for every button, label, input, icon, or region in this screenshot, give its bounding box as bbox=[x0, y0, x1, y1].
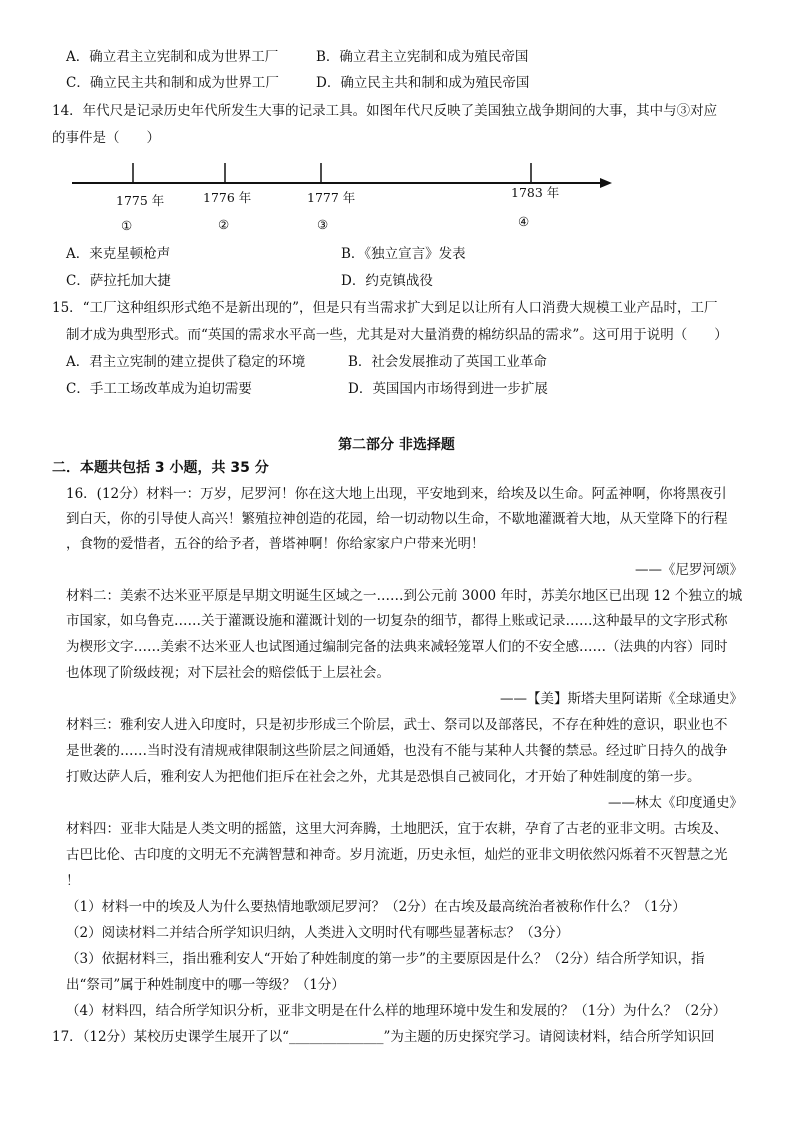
q13-option-a: A．确立君主立宪制和成为世界工厂 bbox=[66, 49, 279, 65]
q15-option-b: B．社会发展推动了英国工业革命 bbox=[348, 354, 547, 370]
q16-material1-line3: ，食物的爱惜者，五谷的给予者，普塔神啊！你给家家户户带来光明！ bbox=[66, 536, 485, 552]
q17-stem-pre: 17．（12分）某校历史课学生展开了以“ bbox=[52, 1029, 290, 1045]
q14-stem-line1: 14．年代尺是记录历史年代所发生大事的记录工具。如图年代尺反映了美国独立战争期间的大事，其中与③对应 bbox=[52, 103, 718, 119]
q16-material2-line1: 材料二：美索不达米亚平原是早期文明诞生区域之一……到公元前 3000 年时，苏美尔地区已出现 12 个独立的城 bbox=[66, 588, 743, 604]
q16-material1-line2: 到白天，你的引导使人高兴！繁殖拉神创造的花园，给一切动物以生命，不歇地灌溉着大地，从天堂降下的行程 bbox=[66, 511, 728, 527]
q13-option-b: B．确立君主立宪制和成为殖民帝国 bbox=[316, 49, 529, 65]
q14-option-b: B．《独立宣言》发表 bbox=[341, 246, 466, 262]
q13-option-d: D．确立民主共和制和成为殖民帝国 bbox=[316, 75, 530, 91]
q14-option-c: C．萨拉托加大捷 bbox=[66, 273, 171, 289]
q16-subquestion-4: （4）材料四，结合所学知识分析，亚非文明是在什么样的地理环境中发生和发展的？（1分）为什么？（2分） bbox=[66, 1003, 727, 1019]
q16-subquestion-1: （1）材料一中的埃及人为什么要热情地歌颂尼罗河？（2分）在古埃及最高统治者被称作什么？（1分） bbox=[66, 899, 686, 915]
timeline-mark-1: ① bbox=[121, 218, 133, 233]
q14-stem-line2: 的事件是（ ） bbox=[52, 130, 160, 146]
q16-material2-line2: 市国家，如乌鲁克……关于灌溉设施和灌溉计划的一切复杂的细节，都得上账或记录……这种最早的文字形式称 bbox=[66, 613, 728, 629]
q16-material4-line2: 古巴比伦、古印度的文明无不充满智慧和神奇。岁月流逝，历史永恒，灿烂的亚非文明依然闪烁着不灭智慧之光 bbox=[66, 847, 728, 863]
q16-material1-source: ——《尼罗河颂》 bbox=[635, 562, 743, 578]
q16-material2-source: ——【美】斯塔夫里阿诺斯《全球通史》 bbox=[500, 691, 743, 707]
q16-material2-line3: 为楔形文字……美索不达米亚人也试图通过编制完备的法典来减轻笼罩人们的不安全感……（法典的内容）同时 bbox=[66, 639, 728, 655]
q16-material4-line1: 材料四：亚非大陆是人类文明的摇篮，这里大河奔腾，土地肥沃，宜于农耕，孕育了古老的亚非文明。古埃及、 bbox=[66, 821, 728, 837]
timeline-year-1777: 1777 年 bbox=[307, 190, 356, 205]
q16-material3-line1: 材料三：雅利安人进入印度时，只是初步形成三个阶层，武士、祭司以及部落民，不存在种姓的意识，职业也不 bbox=[66, 717, 728, 733]
q16-material2-line4: 也体现了阶级歧视；对下层社会的赔偿低于上层社会。 bbox=[66, 665, 390, 681]
q16-material3-line3: 打败达萨人后，雅利安人为把他们拒斥在社会之外，尤其是恐惧自己被同化，才开始了种姓制度的第一步。 bbox=[66, 769, 701, 785]
section-heading: 二．本题共包括 3 小题，共 35 分 bbox=[52, 460, 269, 476]
q16-material4-line3: ！ bbox=[66, 873, 80, 889]
timeline-year-1783: 1783 年 bbox=[511, 185, 560, 200]
q15-stem-line1: 15．“工厂这种组织形式绝不是新出现的”，但是只有当需求扩大到足以让所有人口消费大规模工业产品时，工厂 bbox=[52, 300, 718, 316]
timeline-mark-2: ② bbox=[218, 217, 230, 232]
q17-stem-post: ”为主题的历史探究学习。请阅读材料，结合所学知识回 bbox=[383, 1029, 715, 1045]
timeline-ruler bbox=[0, 150, 793, 240]
part2-title: 第二部分 非选择题 bbox=[338, 437, 455, 453]
q14-option-d: D．约克镇战役 bbox=[341, 273, 433, 289]
q15-stem-line2: 制才成为典型形式。而“英国的需求水平高一些，尤其是对大量消费的棉纺织品的需求”。这可用于说明（ ） bbox=[66, 327, 728, 343]
q16-material3-source: ——林太《印度通史》 bbox=[608, 795, 743, 811]
q16-subquestion-3-line1: （3）依据材料三，指出雅利安人“开始了种姓制度的第一步”的主要原因是什么？（2分）结合所学知识，指 bbox=[66, 951, 705, 967]
q17-topic-blank[interactable]: ______________ bbox=[289, 1029, 384, 1045]
q14-option-a: A．来克星顿枪声 bbox=[66, 246, 171, 262]
q17-stem bbox=[52, 1028, 714, 1046]
q16-material1-line1: 16．(12分）材料一：万岁，尼罗河！你在这大地上出现，平安地到来，给埃及以生命。阿孟神啊，你将黑夜引 bbox=[66, 486, 727, 502]
q13-option-c: C．确立民主共和制和成为世界工厂 bbox=[66, 75, 279, 91]
q15-option-c: C．手工工场改革成为迫切需要 bbox=[66, 381, 252, 397]
timeline-mark-4: ④ bbox=[518, 214, 530, 229]
timeline-arrow-icon bbox=[600, 178, 612, 188]
q15-option-a: A．君主立宪制的建立提供了稳定的环境 bbox=[66, 354, 306, 370]
timeline-year-1776: 1776 年 bbox=[203, 190, 252, 205]
q16-subquestion-2: （2）阅读材料二并结合所学知识归纳，人类进入文明时代有哪些显著标志？（3分） bbox=[66, 925, 570, 941]
q16-subquestion-3-line2: 出“祭司”属于种姓制度中的哪一等级？（1分） bbox=[66, 977, 345, 993]
q16-material3-line2: 是世袭的……当时没有清规戒律限制这些阶层之间通婚，也没有不能与某种人共餐的禁忌。经过旷日持久的战争 bbox=[66, 743, 728, 759]
q15-option-d: D．英国国内市场得到进一步扩展 bbox=[348, 381, 548, 397]
timeline-mark-3: ③ bbox=[317, 217, 329, 232]
timeline-year-1775: 1775 年 bbox=[116, 193, 165, 208]
